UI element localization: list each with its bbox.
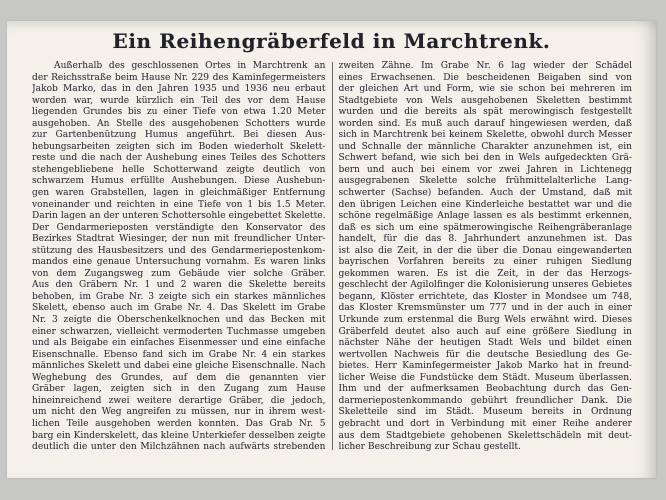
text-line: Stadtgebiete von Wels ausgehobenen Skeletten bestimmt [338, 95, 632, 106]
text-line: schwerter (Sachse) befanden. Auch der Umstand, daß mit [338, 188, 632, 199]
article-column-left [32, 61, 326, 454]
text-line: liegenden Grundes bis zu einer Tiefe von etwa 1.20 Meter [32, 107, 326, 118]
text-line: worden sind. Es muß auch darauf hingewiesen werden, daß [338, 118, 632, 129]
text-line: lichen Teile ausgehoben werden konnten. Das Grab Nr. 5 [32, 418, 326, 429]
text-line: Urkunde zum erstenmal die Burg Wels erwähnt wird. Dieses [338, 315, 632, 326]
text-line: einer schwarzen, vielleicht vermoderten Tuchmasse umgeben [32, 326, 326, 337]
text-line: wurden und die bereits als spät merowingisch festgestellt [338, 107, 632, 118]
text-line: stützung des Hausbesitzers und des Gendarmeriepostenkom- [32, 245, 326, 256]
text-line: ausgehoben. An Stelle des ausgehobenen Schotters wurde [32, 118, 326, 129]
text-line: hebungsarbeiten zeigten sich im Boden wiederholt Skelett- [32, 141, 326, 152]
column-divider-rule [332, 62, 333, 450]
text-line: begann, Klöster errichtete, das Kloster in Mondsee um 748, [338, 291, 632, 302]
text-line: licher Beschreibung zur Schau gestellt. [338, 442, 521, 453]
text-line: gekommen waren. Es ist die Zeit, in der das Herzogs- [338, 268, 632, 279]
newspaper-page [7, 21, 656, 478]
text-line: stehengebliebene helle Schotterwand zeigte deutlich von [32, 164, 326, 175]
text-line: nächster Nähe der heutigen Stadt Wels und bildet einen [338, 338, 632, 349]
text-line: Eisenschnalle. Ebenso fand sich im Grabe Nr. 4 ein starkes [32, 349, 326, 360]
text-line: Skeletteile sind im Städt. Museum bereits in Ordnung [338, 407, 632, 418]
text-line: schöne regelmäßige Anlage lassen es als bestimmt erkennen, [338, 211, 632, 222]
text-line: hineinreichend zwei weitere derartige Gräber, die jedoch, [32, 395, 326, 406]
text-line: der Reichsstraße beim Hause Nr. 229 des Kaminfegermeisters [32, 72, 326, 83]
article-body [7, 59, 656, 454]
text-line: schwarzem Humus erfüllte Aushebungen. Diese Aushebun- [32, 176, 326, 187]
text-line: licher Weise die Fundstücke dem Städt. Museum überlassen. [338, 372, 632, 383]
text-line: Gräber lagen, zeigten sich in den Zugang zum Hause [32, 384, 326, 395]
text-line: reste und die nach der Aushebung eines Teiles des Schotters [32, 153, 326, 164]
text-line: zweiten Zähne. Im Grabe Nr. 6 lag wieder der Schädel [338, 61, 632, 71]
text-line: zur Gartenbenützung Humus angeführt. Bei diesen Aus- [32, 130, 326, 141]
text-line: voneinander und reichten in eine Tiefe von 1 bis 1.5 Meter. [32, 199, 326, 210]
text-line: Weghebung des Grundes, auf dem die genannten vier [32, 372, 326, 383]
text-line: um nicht den Weg angreifen zu müssen, nur in ihrem west- [32, 407, 326, 418]
text-line: Nr. 3 zeigte die Oberschenkelknochen und das Becken mit [32, 315, 326, 326]
text-line: der gleichen Art und Form, wie sie schon bei mehreren im [338, 84, 632, 95]
text-line: gen waren Grabstellen, lagen in gleichmäßiger Entfernung [32, 188, 326, 199]
text-line: von dem Zugangsweg zum Gebäude vier solche Gräber. [32, 268, 326, 279]
text-line: aus dem Stadtgebiete gehobenen Skelettschädeln mit deut- [338, 430, 632, 441]
text-line: männliches Skelett und dabei eine gleiche Eisenschnalle. Nach [32, 361, 326, 372]
text-line: Schwert befand, wie sich bei den in Wels aufgedeckten Grä- [338, 153, 632, 164]
article-title: Ein Reihengräberfeld in Marchtrenk. [112, 29, 551, 53]
text-line: Darin lagen an der unteren Schottersohle eingebettet Skelette. [32, 211, 326, 222]
text-line: bern und auch bei einem vor zwei Jahren in Lichtenegg [338, 164, 632, 175]
text-line: darmeriepostenkommando gebührt freundlicher Dank. Die [338, 395, 632, 406]
text-line: Jakob Marko, das in den Jahren 1935 und 1936 neu erbaut [32, 84, 326, 95]
text-line: bayrischen Vorfahren bereits zu einer ruhigen Siedlung [338, 257, 632, 268]
text-line: gebracht und dort in Verbindung mit einer Reihe anderer [338, 418, 632, 429]
text-line: deutlich die unter den Milchzähnen nach aufwärts strebenden [32, 442, 326, 453]
text-line: geschlecht der Agilolfinger die Kolonisierung unseres Gebietes [338, 280, 632, 291]
text-line: Aus den Gräbern Nr. 1 und 2 waren die Skelette bereits [32, 280, 326, 291]
text-line: eines Erwachsenen. Die bescheidenen Beigaben sind von [338, 72, 632, 83]
text-line: sich in Marchtrenk bei keinem Skelette, obwohl durch Messer [338, 130, 632, 141]
text-line: Ihm und der aufmerksamen Beobachtung durch das Gen- [338, 384, 632, 395]
text-line: und Schnalle der männliche Charakter anzunehmen ist, ein [338, 141, 632, 152]
text-line: worden war, wurde kürzlich ein Teil des vor dem Hause [32, 95, 326, 106]
text-line: mandos eine genaue Untersuchung vornahm. Es waren links [32, 257, 326, 268]
text-line: bietes. Herr Kaminfegermeister Jakob Marko hat in freund- [338, 361, 632, 372]
text-line: behoben, im Grabe Nr. 3 zeigte sich ein starkes männliches [32, 291, 326, 302]
text-line: handelt, für die das 8. Jahrhundert anzunehmen ist. Das [338, 234, 632, 245]
text-line: den übrigen Leichen eine Kinderleiche bestattet war und die [338, 199, 632, 210]
text-line: daß es sich um eine spätmerowingische Reihengräberanlage [338, 222, 632, 233]
text-line: ausgegrabenen Skelette solche frühmittelalterliche Lang- [338, 176, 632, 187]
text-line: barg ein Kinderskelett, das kleine Unterkiefer desselben zeigte [32, 430, 326, 441]
text-line: und als Beigabe ein einfaches Eisenmesser und eine einfache [32, 338, 326, 349]
text-line: Skelett, ebenso auch im Grabe Nr. 4. Das Skelett im Grabe [32, 303, 326, 314]
text-line: das Kloster Kremsmünster um 777 und in der auch in einer [338, 303, 632, 314]
text-line: Der Gendarmerieposten verständigte den Konservator des [32, 222, 326, 233]
text-line: Außerhalb des geschlossenen Ortes in Marchtrenk an [54, 61, 326, 71]
text-line: Bezirkes Stadtrat Wiesinger, der nun mit freundlicher Unter- [32, 234, 326, 245]
text-line: wertvollen Nachweis für die deutsche Besiedlung des Ge- [338, 349, 632, 360]
text-line: Gräberfeld deutet also auch auf eine größere Siedlung in [338, 326, 632, 337]
text-line: ist also die Zeit, in der die über die Donau eingewanderten [338, 245, 632, 256]
article-column-right [339, 61, 633, 454]
